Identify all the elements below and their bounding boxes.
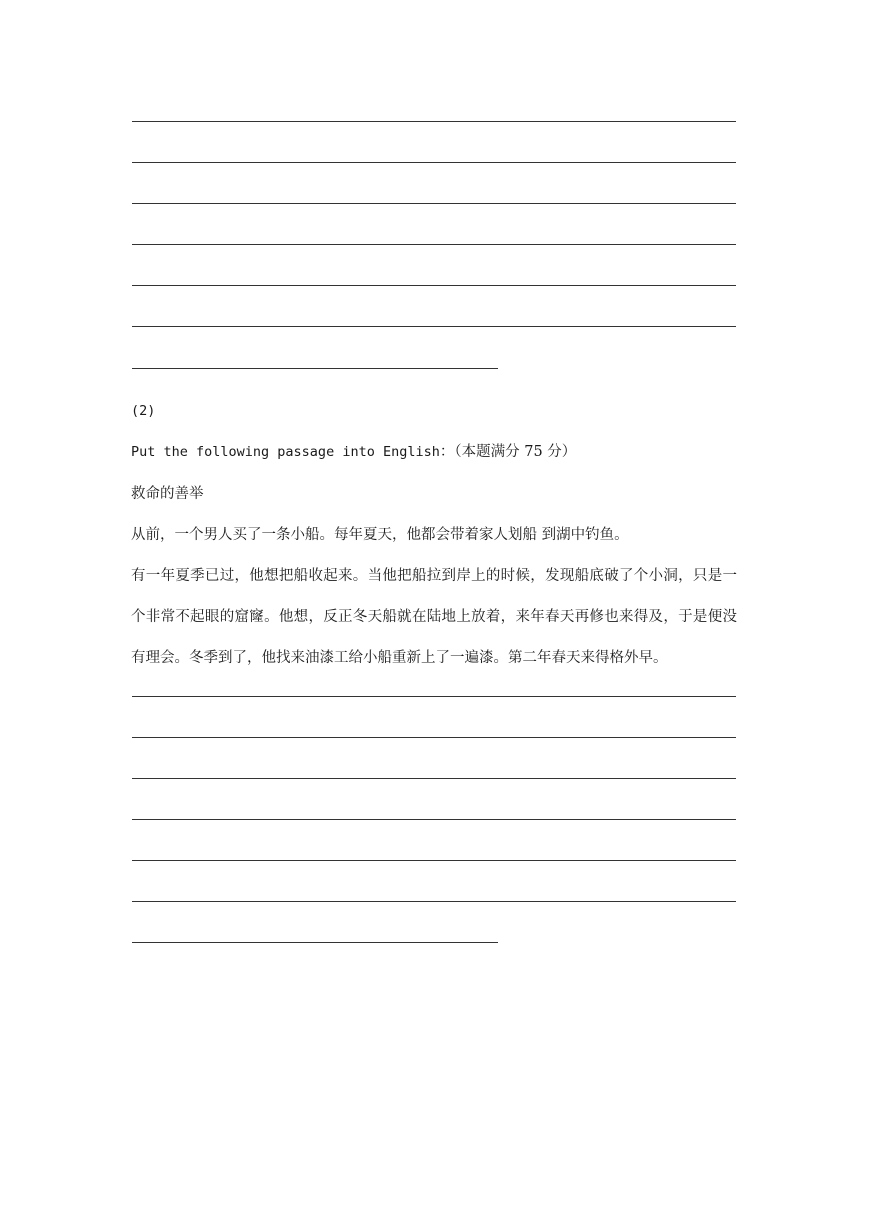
- answer-line: [132, 819, 736, 820]
- passage-title: 救命的善举: [131, 486, 204, 502]
- answer-line: [132, 285, 736, 286]
- instruction: [131, 442, 576, 462]
- answer-line: [132, 203, 736, 204]
- answer-line: [132, 901, 736, 902]
- answer-line: [132, 162, 736, 163]
- section-label: (2): [131, 403, 156, 419]
- answer-line: [132, 326, 736, 327]
- instruction-score: ：（本题满分 75 分）: [439, 444, 577, 460]
- answer-line: [132, 368, 498, 369]
- passage-paragraph: 有一年夏季已过，他想把船收起来。当他把船拉到岸上的时候，发现船底破了个小洞，只是一个非常不起眼的窟窿。他想，反正冬天船就在陆地上放着，来年春天再修也来得及，于是便没有理会。冬季到了，他找来油漆工给小船重新上了一遍漆。第二年春天来得格外早。: [131, 568, 737, 666]
- instruction-english: Put the following passage into English: [131, 444, 440, 460]
- answer-line: [132, 696, 736, 697]
- answer-line: [132, 778, 736, 779]
- answer-line: [132, 737, 736, 738]
- answer-line: [132, 860, 736, 861]
- passage-paragraph: 从前，一个男人买了一条小船。每年夏天，他都会带着家人划船 到湖中钓鱼。: [131, 527, 629, 543]
- answer-line: [132, 244, 736, 245]
- answer-line: [132, 121, 736, 122]
- answer-line: [132, 942, 498, 943]
